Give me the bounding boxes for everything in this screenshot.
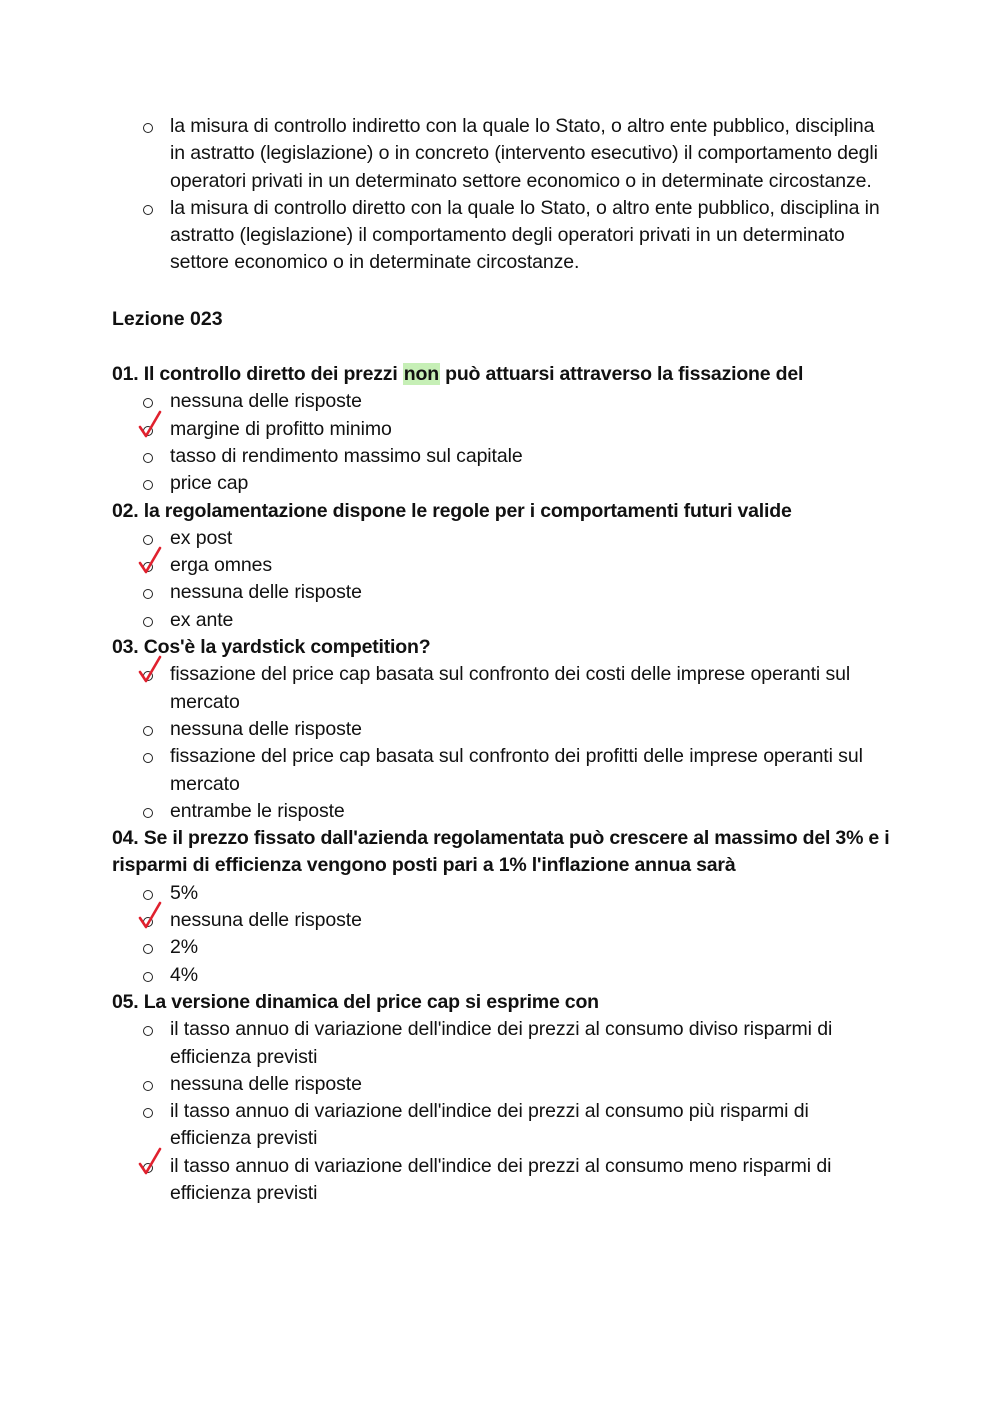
- option-text: nessuna delle risposte: [170, 581, 362, 604]
- circle-icon: [143, 890, 153, 900]
- question-text-prefix: 01. Il controllo diretto dei prezzi: [112, 363, 403, 386]
- question-block: [112, 361, 892, 497]
- question-text-prefix: 02. la regolamentazione dispone le regole per i comportamenti futuri valide: [112, 499, 792, 522]
- option-bullet-icon: [142, 1071, 156, 1098]
- option-bullet-icon: [142, 607, 156, 634]
- document-content: [112, 113, 892, 1207]
- option-bullet-icon: [142, 416, 156, 443]
- option-bullet-icon: [142, 1098, 156, 1125]
- intro-options: [112, 113, 892, 277]
- answer-option: [112, 1071, 892, 1098]
- circle-icon: [143, 480, 153, 490]
- answer-option: [112, 743, 892, 798]
- option-text: il tasso annuo di variazione dell'indice dei prezzi al consumo più risparmi di efficienza previsti: [170, 1100, 809, 1150]
- option-text: erga omnes: [170, 554, 272, 577]
- option-text: 2%: [170, 936, 198, 959]
- question-block: [112, 825, 892, 989]
- red-checkmark-icon: [138, 1147, 164, 1177]
- circle-icon: [143, 972, 153, 982]
- answer-option: [112, 716, 892, 743]
- circle-icon: [143, 944, 153, 954]
- option-text: entrambe le risposte: [170, 799, 345, 822]
- option-bullet-icon: [142, 113, 156, 140]
- circle-icon: [143, 398, 153, 408]
- option-text: il tasso annuo di variazione dell'indice dei prezzi al consumo diviso risparmi di efficienza previsti: [170, 1018, 833, 1068]
- circle-icon: [143, 617, 153, 627]
- option-bullet-icon: [142, 1016, 156, 1043]
- option-text: la misura di controllo diretto con la quale lo Stato, o altro ente pubblico, disciplina in astratto (legislazione) il comportamento degli operatori privati in un determinato settore economico o in determinate circostanze.: [170, 196, 880, 274]
- question-block: [112, 989, 892, 1207]
- circle-icon: [143, 535, 153, 545]
- answer-option: [112, 195, 892, 277]
- question-text-prefix: 05. La versione dinamica del price cap si esprime con: [112, 990, 599, 1013]
- option-bullet-icon: [142, 934, 156, 961]
- option-bullet-icon: [142, 470, 156, 497]
- circle-icon: [143, 453, 153, 463]
- circle-icon: [143, 808, 153, 818]
- question-text: [112, 825, 892, 880]
- option-bullet-icon: [142, 798, 156, 825]
- red-checkmark-icon: [138, 901, 164, 931]
- circle-icon: [143, 1026, 153, 1036]
- question-list: [112, 361, 892, 1207]
- circle-icon: [143, 1081, 153, 1091]
- answer-option: [112, 525, 892, 552]
- answer-option: [112, 607, 892, 634]
- answer-option-checked: [112, 416, 892, 443]
- question-text-prefix: 04. Se il prezzo fissato dall'azienda regolamentata può crescere al massimo del 3% e i risparmi di efficienza vengono posti pari a 1% l'inflazione annua sarà: [112, 827, 890, 877]
- answer-option-checked: [112, 907, 892, 934]
- option-bullet-icon: [142, 962, 156, 989]
- question-text-suffix: può attuarsi attraverso la fissazione del: [439, 363, 804, 386]
- answer-option: [112, 880, 892, 907]
- option-bullet-icon: [142, 552, 156, 579]
- red-checkmark-icon: [138, 410, 164, 440]
- question-text: [112, 634, 892, 661]
- option-text: price cap: [170, 472, 249, 495]
- answer-option-checked: [112, 1153, 892, 1208]
- answer-option: [112, 962, 892, 989]
- option-bullet-icon: [142, 443, 156, 470]
- option-text: ex ante: [170, 608, 234, 631]
- red-checkmark-icon: [138, 655, 164, 685]
- option-text: 4%: [170, 963, 198, 986]
- question-block: [112, 634, 892, 825]
- circle-icon: [143, 753, 153, 763]
- option-text: margine di profitto minimo: [170, 417, 392, 440]
- answer-option: [112, 1016, 892, 1071]
- red-checkmark-icon: [138, 546, 164, 576]
- question-text: [112, 361, 892, 388]
- answer-option: [112, 388, 892, 415]
- option-bullet-icon: [142, 743, 156, 770]
- option-bullet-icon: [142, 661, 156, 688]
- option-text: la misura di controllo indiretto con la quale lo Stato, o altro ente pubblico, disciplina in astratto (legislazione) o in concreto (intervento esecutivo) il comportamento degli operatori privati in un determinato settore economico o in determinate circostanze.: [170, 115, 878, 192]
- question-text-prefix: 03. Cos'è la yardstick competition?: [112, 636, 431, 659]
- circle-icon: [143, 589, 153, 599]
- option-bullet-icon: [142, 716, 156, 743]
- option-text: fissazione del price cap basata sul confronto dei profitti delle imprese operanti sul mercato: [170, 745, 863, 795]
- highlighted-word: non: [403, 363, 439, 386]
- option-text: nessuna delle risposte: [170, 390, 362, 413]
- answer-option: [112, 1098, 892, 1153]
- circle-icon: [143, 123, 153, 133]
- question-text: [112, 498, 892, 525]
- answer-option: [112, 470, 892, 497]
- option-text: nessuna delle risposte: [170, 717, 362, 740]
- option-text: fissazione del price cap basata sul confronto dei costi delle imprese operanti sul mercato: [170, 663, 851, 713]
- option-bullet-icon: [142, 907, 156, 934]
- option-text: tasso di rendimento massimo sul capitale: [170, 444, 523, 467]
- lesson-title: Lezione 023: [112, 307, 223, 330]
- option-text: nessuna delle risposte: [170, 909, 362, 932]
- answer-option: [112, 113, 892, 195]
- question-block: [112, 498, 892, 634]
- option-text: ex post: [170, 526, 233, 549]
- answer-option: [112, 579, 892, 606]
- option-bullet-icon: [142, 195, 156, 222]
- answer-option: [112, 443, 892, 470]
- answer-option: [112, 798, 892, 825]
- option-text: il tasso annuo di variazione dell'indice dei prezzi al consumo meno risparmi di efficienza previsti: [170, 1154, 832, 1204]
- option-bullet-icon: [142, 1153, 156, 1180]
- answer-option: [112, 934, 892, 961]
- question-text: [112, 989, 892, 1016]
- circle-icon: [143, 205, 153, 215]
- answer-option-checked: [112, 552, 892, 579]
- circle-icon: [143, 1108, 153, 1118]
- option-bullet-icon: [142, 579, 156, 606]
- option-text: nessuna delle risposte: [170, 1072, 362, 1095]
- circle-icon: [143, 726, 153, 736]
- answer-option-checked: [112, 661, 892, 716]
- option-text: 5%: [170, 881, 198, 904]
